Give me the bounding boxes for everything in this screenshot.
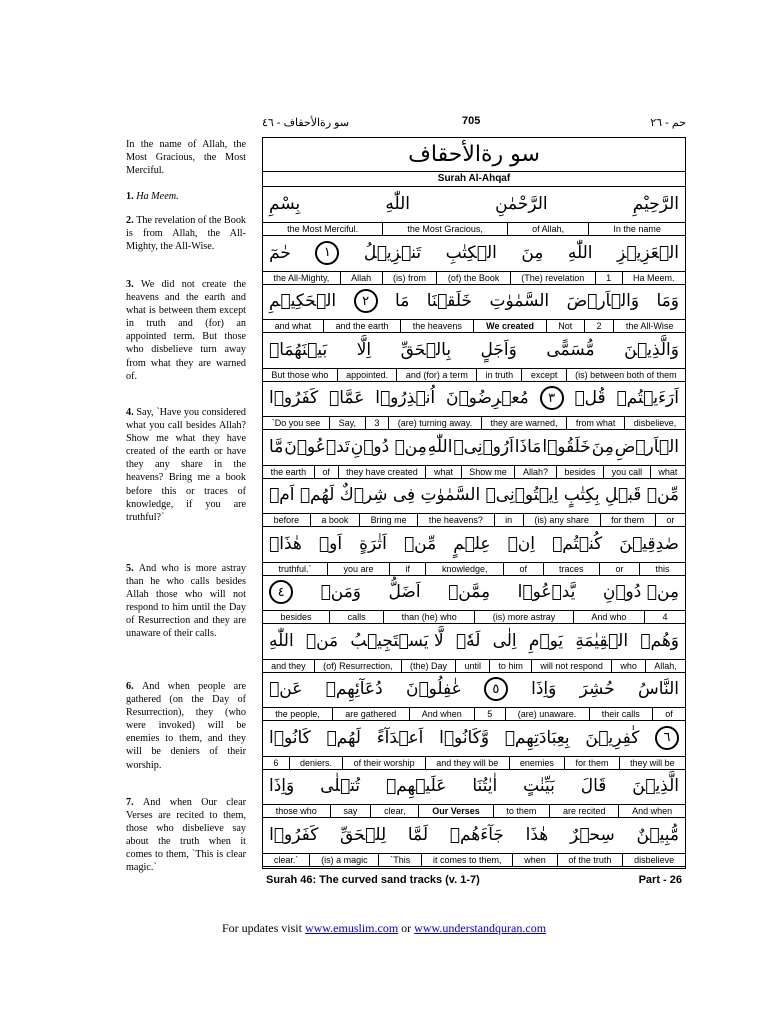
arabic-word: بَيۡنَهُمَاۤ — [269, 339, 328, 360]
arabic-word: تَنۡزِيۡلُ — [363, 242, 422, 263]
word-gloss: the people, — [275, 709, 320, 719]
word-gloss: (is) more astray — [474, 611, 573, 623]
word-gloss: clear.` — [273, 854, 299, 865]
arabic-words — [263, 332, 685, 368]
arabic-word: الۡحَكِيۡمِ — [269, 291, 337, 311]
arabic-word: مُعۡرِضُوۡنَ — [446, 388, 529, 408]
arabic-word: وَهُمۡ — [640, 630, 679, 651]
word-gloss: the Most Gracious, — [382, 223, 507, 235]
word-gloss: Not — [546, 320, 584, 332]
arabic-word: وَالۡاَرۡضَ — [566, 291, 640, 311]
arabic-word: اَعۡدَآءً — [376, 727, 424, 748]
arabic-word: اَرُوۡنِىۡ — [453, 436, 514, 457]
verse-text: Ha Meem. — [136, 191, 179, 202]
word-row — [263, 720, 685, 774]
word-gloss: Allah, — [645, 660, 685, 672]
word-gloss: And when — [618, 805, 685, 817]
arabic-word: وَمَنۡ — [320, 582, 362, 602]
word-gloss: this — [639, 563, 685, 575]
arabic-word: فِى — [392, 485, 416, 505]
word-gloss: of Allah, — [507, 223, 588, 235]
arabic-word: النَّاسُ — [638, 679, 679, 699]
page-number: 705 — [462, 115, 481, 127]
word-gloss: Allah? — [514, 466, 555, 478]
verse-text: In the name of Allah, the Most Gracious, the Most Merciful. — [126, 139, 246, 177]
word-gloss: `This — [378, 854, 421, 866]
word-gloss: will not respond — [531, 660, 611, 672]
arabic-word: اِلَّا — [356, 339, 372, 360]
arabic-word: هٰذَا — [525, 824, 549, 845]
word-gloss: a book — [310, 514, 359, 526]
arabic-word: عِلۡمٍ — [453, 533, 491, 554]
word-row — [263, 768, 685, 822]
arabic-word: شِرۡكٌ — [339, 485, 388, 505]
arabic-word: سِحۡرٌ — [569, 824, 615, 845]
arabic-word: اَوۡ — [318, 533, 343, 554]
word-row — [263, 283, 685, 337]
word-gloss: than (he) who — [383, 611, 474, 623]
word-gloss: clear, — [370, 805, 418, 817]
arabic-word: لَهُمۡ — [326, 727, 361, 748]
arabic-word: اٰيٰتُنَا — [472, 776, 498, 796]
word-gloss: you are — [327, 563, 389, 575]
word-gloss: or — [655, 514, 685, 526]
arabic-word: الرَّحْمٰنِ — [495, 194, 548, 214]
word-gloss: In the name — [588, 223, 685, 235]
word-gloss: they will be — [619, 757, 685, 769]
verse-text: And when Our clear Verses are recited to them, those who disbelieve say about the truth when it comes to them, `This is clear magic.` — [126, 797, 246, 874]
arabic-word: عَنۡ — [269, 679, 303, 699]
surah-title-english: Surah Al-Ahqaf — [263, 171, 685, 187]
arabic-word: بِعِبَادَتِهِمۡ — [504, 727, 570, 748]
word-gloss: of — [503, 563, 543, 575]
arabic-word: اَرَءَيۡتُمۡ — [616, 388, 679, 408]
word-gloss: truthful.` — [278, 563, 312, 574]
word-gloss: and (for) a term — [396, 369, 476, 381]
arabic-word: كٰفِرِيۡنَ — [585, 727, 640, 748]
word-gloss: what — [425, 466, 460, 478]
arabic-word: مِنَ — [521, 242, 544, 263]
word-row — [263, 429, 685, 483]
footer-part: Part - 26 — [638, 874, 682, 886]
arabic-words — [263, 186, 685, 222]
arabic-word: خَلَقۡنَا — [426, 291, 473, 311]
arabic-word: لَهٗۤ — [455, 630, 481, 651]
word-by-word-panel — [262, 137, 686, 869]
arabic-words — [263, 720, 685, 756]
verse-number: 3. — [126, 279, 141, 290]
word-row — [263, 332, 685, 386]
word-gloss: And when — [409, 708, 475, 720]
footer-surah: Surah 46: The curved sand tracks (v. 1-7) — [266, 874, 480, 886]
translation-verse — [126, 680, 246, 772]
arabic-word: بِالۡحَقِّ — [400, 339, 452, 360]
word-gloss: what — [650, 466, 685, 478]
arabic-word: اللّٰهِ — [269, 630, 294, 651]
ayah-number-marker: ٥ — [484, 677, 508, 701]
arabic-word: كُنۡتُمۡ — [552, 533, 603, 554]
word-gloss: (the) Day — [401, 660, 455, 672]
word-gloss: their calls — [589, 708, 652, 720]
word-gloss: traces — [543, 563, 600, 575]
word-gloss: of their worship — [342, 757, 425, 769]
arabic-word: مِنۡ دُوۡنِ — [602, 582, 679, 602]
word-gloss: in — [494, 514, 523, 526]
word-gloss: (is) any share — [523, 514, 600, 526]
arabic-words — [263, 768, 685, 804]
word-gloss: 5 — [474, 708, 504, 720]
arabic-word: السَّمٰوٰتِ — [489, 291, 550, 311]
part-name-header: حم - ٢٦ — [650, 117, 686, 129]
arabic-word: جَآءَهُمۡ — [449, 824, 504, 845]
arabic-word: لِلۡحَقِّ — [340, 824, 387, 845]
arabic-word: اَثٰرَةٍ — [359, 533, 387, 554]
word-gloss: disbelieve, — [624, 417, 685, 429]
arabic-word: اِلٰى — [492, 630, 517, 651]
word-gloss: are gathered — [332, 708, 409, 720]
page-header — [262, 112, 686, 134]
word-gloss: the heavens — [400, 320, 473, 332]
word-gloss: 4 — [644, 611, 685, 623]
ayah-number-marker: ٦ — [655, 726, 679, 750]
arabic-word: تُتۡلٰى — [320, 776, 361, 796]
understandquran-link[interactable]: www.understandquran.com — [414, 921, 547, 935]
arabic-word: حُشِرَ — [579, 679, 615, 699]
word-gloss: the All-Mighty, — [273, 272, 330, 283]
english-glosses — [263, 853, 685, 867]
arabic-word: السَّمٰوٰتِ — [420, 485, 481, 505]
arabic-word: تَدۡعُوۡنَ — [284, 436, 350, 457]
word-gloss: who — [611, 660, 645, 672]
word-gloss: for them — [600, 514, 655, 526]
word-gloss: the heavens? — [417, 514, 493, 526]
word-gloss: besides — [556, 466, 603, 478]
word-row — [263, 623, 685, 677]
word-gloss: except — [521, 369, 565, 381]
arabic-word: يَوۡمِ — [528, 630, 564, 651]
word-gloss: Bring me — [359, 514, 417, 526]
translation-verse — [126, 190, 246, 203]
arabic-word: وَاَجَلٍ — [480, 339, 517, 360]
translation-verse — [126, 138, 246, 177]
word-row — [263, 477, 685, 531]
word-gloss: (is) a magic — [309, 854, 378, 866]
word-gloss: (of) Resurrection, — [314, 660, 401, 672]
word-gloss: (The) revelation — [510, 272, 595, 284]
arabic-word: مُّسَمًّى — [546, 339, 595, 360]
arabic-word: مِّنۡ — [403, 533, 437, 554]
updates-mid: or — [398, 921, 415, 935]
word-gloss: of the truth — [557, 854, 623, 866]
arabic-word: وَاِذَا — [269, 776, 295, 796]
word-gloss: before — [273, 515, 300, 525]
arabic-word: وَمَا — [656, 291, 679, 311]
word-gloss: (is) from — [382, 272, 437, 284]
word-gloss: knowledge, — [425, 563, 503, 575]
arabic-word: الۡعَزِيۡزِ — [617, 242, 679, 263]
word-gloss: those who — [275, 806, 317, 816]
updates-prefix: For updates visit — [221, 921, 305, 935]
arabic-words — [263, 429, 685, 465]
verse-number: 2. — [126, 215, 137, 226]
word-gloss: `Do you see — [271, 418, 321, 428]
word-gloss: when — [512, 854, 556, 866]
translation-verse — [126, 278, 246, 383]
word-gloss: We created — [473, 320, 545, 332]
arabic-word: الَّذِيۡنَ — [632, 776, 679, 796]
word-row — [263, 671, 685, 725]
arabic-word: مَّا — [269, 436, 284, 457]
arabic-word: مُّبِيۡنٌ — [636, 824, 679, 845]
arabic-word: مَنۡ — [305, 630, 339, 651]
translation-verse — [126, 406, 246, 524]
ayah-number-marker: ٤ — [269, 580, 293, 604]
word-gloss: for them — [564, 757, 619, 769]
arabic-word: مِنۡ دُوۡنِ — [350, 436, 427, 457]
translation-verse — [126, 796, 246, 875]
word-gloss: calls — [329, 611, 383, 623]
arabic-word: يَّدۡعُوۡا — [517, 582, 576, 602]
arabic-word: مَا — [395, 291, 410, 311]
word-row — [263, 235, 685, 289]
updates-line — [0, 921, 768, 936]
arabic-word: قُلۡ — [574, 388, 606, 408]
verse-number: 1. — [126, 191, 137, 202]
arabic-word: الرَّحِيْمِ — [632, 194, 679, 214]
translation-verse — [126, 214, 246, 253]
verse-text: And when people are gathered (on the Day of Resurrection), they (who were invoked) will be enemies to them, and they will be deniers of their worship. — [126, 681, 247, 771]
arabic-word: اَمۡ — [269, 485, 295, 505]
arabic-word: غٰفِلُوۡنَ — [405, 679, 461, 699]
arabic-word: اِيۡتُوۡنِىۡ — [485, 485, 559, 505]
arabic-word: الۡكِتٰبِ — [445, 242, 497, 263]
arabic-word: اِنۡ — [507, 533, 536, 554]
arabic-word: بِسْمِ — [269, 194, 301, 214]
word-gloss: (is) between both of them — [566, 369, 685, 381]
arabic-word: اَضَلُّ — [388, 582, 421, 602]
verse-number: 7. — [126, 797, 143, 808]
word-gloss: and they will be — [425, 757, 509, 769]
arabic-words — [263, 574, 685, 610]
ayah-number-marker: ٣ — [540, 386, 564, 410]
word-gloss: (of) the Book — [436, 272, 509, 284]
word-gloss: it comes to them, — [421, 854, 512, 866]
arabic-words — [263, 283, 685, 319]
arabic-word: اللّٰهِ — [385, 194, 410, 214]
word-gloss: Say, — [329, 417, 365, 429]
word-gloss: deniers. — [289, 757, 343, 769]
ayah-number-marker: ٢ — [354, 289, 378, 313]
surah-name-header: سو رةالأحقاف - ٤٦ — [262, 117, 350, 129]
arabic-word: قَالَ — [580, 776, 607, 796]
word-gloss: 3 — [365, 417, 388, 429]
word-row — [263, 186, 685, 240]
surah-title-arabic: سو رةالأحقاف — [408, 142, 540, 167]
word-gloss: 2 — [584, 320, 613, 332]
arabic-word: كَفَرُوۡا — [269, 388, 319, 408]
word-gloss: appointed. — [337, 369, 397, 381]
word-gloss: until — [455, 660, 489, 672]
arabic-word: اللّٰهِ — [427, 436, 453, 457]
arabic-word: لَّا يَسۡتَجِيۡبُ — [350, 630, 444, 651]
arabic-words — [263, 671, 685, 707]
word-gloss: Show me — [461, 466, 515, 478]
arabic-words — [263, 235, 685, 271]
ayah-number-marker: ١ — [315, 241, 339, 265]
arabic-word: كَانُوۡا — [269, 727, 311, 748]
arabic-word: صٰدِقِيۡنَ — [619, 533, 679, 554]
arabic-word: وَالَّذِيۡنَ — [624, 339, 679, 360]
arabic-word: لَمَّا — [407, 824, 429, 845]
word-gloss: they have created — [338, 466, 426, 478]
arabic-word: هٰذَاۤ — [269, 533, 302, 554]
word-gloss: in truth — [476, 369, 521, 381]
arabic-word: كَفَرُوۡا — [269, 824, 319, 845]
word-gloss: the Most Merciful. — [287, 224, 359, 234]
arabic-word: لَهُمۡ — [299, 485, 335, 505]
word-gloss: the earth — [270, 466, 307, 477]
word-row — [263, 574, 685, 628]
arabic-word: بِكِتٰبٍ — [563, 485, 600, 505]
word-gloss: (are) unaware. — [505, 708, 589, 720]
word-gloss: if — [389, 563, 425, 575]
word-gloss: or — [599, 563, 639, 575]
word-gloss: are recited — [549, 805, 618, 817]
verse-number: 5. — [126, 563, 139, 574]
word-gloss: the All-Wise — [613, 320, 685, 332]
word-row — [263, 817, 685, 871]
word-row — [263, 526, 685, 580]
arabic-word: وَّكَانُوۡا — [439, 727, 490, 748]
word-gloss: and they — [271, 660, 306, 671]
word-gloss: they are warned, — [481, 417, 566, 429]
word-gloss: you call — [603, 466, 650, 478]
word-gloss: 1 — [595, 272, 622, 284]
verse-number: 4. — [126, 407, 137, 418]
arabic-word: مِنَ — [591, 436, 614, 457]
emuslim-link[interactable]: www.emuslim.com — [304, 921, 399, 935]
arabic-word: الۡقِيٰمَةِ — [575, 630, 629, 651]
word-gloss: But those who — [271, 369, 329, 380]
verse-number: 6. — [126, 681, 142, 692]
word-gloss: 6 — [273, 757, 279, 768]
arabic-words — [263, 380, 685, 416]
word-gloss: Allah — [340, 272, 382, 284]
word-gloss: and the earth — [323, 320, 400, 332]
arabic-word: اُنۡذِرُوۡا — [375, 388, 436, 408]
word-gloss: And who — [573, 611, 644, 623]
arabic-word: بَيِّنٰتٍ — [523, 776, 555, 796]
arabic-words — [263, 477, 685, 513]
word-gloss: besides — [280, 612, 312, 622]
arabic-words — [263, 526, 685, 562]
arabic-word: مِمَّنۡ — [448, 582, 491, 602]
arabic-word: وَاِذَا — [531, 679, 557, 699]
word-gloss: say — [330, 805, 371, 817]
arabic-word: عَلَيۡهِمۡ — [385, 776, 447, 796]
arabic-word: مِّنۡ قَبۡلِ — [605, 485, 679, 505]
arabic-words — [263, 623, 685, 659]
word-gloss: Ha Meem. — [622, 272, 685, 284]
word-gloss: of — [314, 466, 338, 478]
arabic-word: دُعَآئِهِمۡ — [325, 679, 383, 699]
arabic-words — [263, 817, 685, 853]
arabic-word: الۡاَرۡضِ — [614, 436, 679, 457]
arabic-word: عَمَّاۤ — [329, 388, 365, 408]
word-gloss: disbelieve — [622, 854, 685, 866]
arabic-word: اللّٰهِ — [567, 242, 593, 263]
verse-text: And who is more astray than he who calls besides Allah those who will not respond to him until the Day of Resurrection and they are unaware of their calls. — [126, 563, 246, 640]
arabic-word: مَاذَا — [514, 436, 542, 457]
arabic-word: حٰمٓ — [269, 242, 291, 263]
word-gloss: of — [652, 708, 685, 720]
verse-text: Say, `Have you considered what you call besides Allah? Show me what they have created of the earth or have they any share in the heavens? Bring me a book before this or traces of knowledge, if you are truthful?` — [126, 407, 247, 523]
translation-verse — [126, 562, 246, 641]
arabic-word: خَلَقُوۡا — [542, 436, 591, 457]
verse-text: We did not create the heavens and the earth and what is between them except in truth and (for) an appointed term. But those who disbelieve turn away from what they are warned of. — [126, 279, 246, 382]
word-gloss: to him — [489, 660, 531, 672]
word-row — [263, 380, 685, 434]
word-gloss: enemies — [509, 757, 565, 769]
word-gloss: to them — [493, 805, 550, 817]
verse-text: The revelation of the Book is from Allah, the All-Mighty, the All-Wise. — [126, 215, 247, 253]
word-gloss: from what — [566, 417, 624, 429]
word-gloss: Our Verses — [418, 805, 492, 817]
word-gloss: and what — [274, 321, 312, 331]
word-gloss: (are) turning away. — [388, 417, 481, 429]
